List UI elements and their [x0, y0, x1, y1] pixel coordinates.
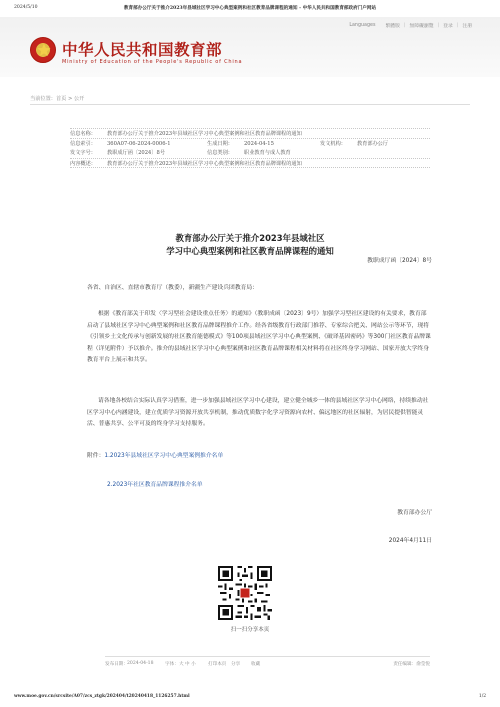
meta-category: 职业教育与成人教育: [244, 150, 291, 156]
meta-row: [70, 148, 430, 158]
divider: [30, 104, 470, 105]
favorite-button[interactable]: 收藏: [251, 662, 261, 667]
site-name-english: Ministry of Education of the People's Republic of China: [62, 59, 243, 65]
addressee: 各省、自治区、直辖市教育厅（教委），新疆生产建设兵团教育局：: [87, 285, 259, 291]
meta-row: [70, 128, 430, 138]
font-size-options[interactable]: 大 中 小: [179, 662, 196, 667]
meta-summary: 教育部办公厅关于推介2023年县域社区学习中心典型案例和社区教育品牌课程的通知: [107, 161, 302, 167]
document-title: [0, 232, 500, 257]
register-link[interactable]: 注册: [462, 24, 472, 29]
share-button[interactable]: 分享: [231, 662, 241, 667]
meta-label: 生成日期：: [207, 141, 233, 147]
meta-publisher: 教育部办公厅: [357, 141, 389, 147]
meta-doc-no: 教职成厅函〔2024〕8号: [107, 150, 166, 156]
qr-code-image: [218, 566, 272, 620]
info-metadata-table: [70, 128, 430, 168]
meta-label: 信息名称：: [70, 131, 96, 137]
meta-label: 发文机构：: [320, 141, 346, 147]
site-name: 中华人民共和国教育部: [62, 41, 223, 59]
responsible-editor: 责任编辑：俞莹悦: [393, 662, 430, 667]
document-number: 教职成厅函〔2024〕8号: [367, 258, 432, 264]
accessibility-link[interactable]: 無障礙瀏覽: [409, 24, 434, 29]
meta-index: 360A07-06-2024-0006-1: [107, 141, 171, 147]
meta-row: [70, 138, 430, 148]
body-paragraph: 根据《教育部关于印发〈学习型社会建设重点任务〉的通知》（教职成函〔2023〕9号）加强学习型社区建设的有关要求，教育部启动了县域社区学习中心典型案例和社区教育品牌课程推介工作。经各省级教育行政部门推荐、专家综合把关、网站公示等环节，现将《引领乡土文化传承与创新发展的社区教育能德模式》等100项县域社区学习中心典型案例、《破译基因密码》等300门社区教育品牌课程（详见附件）予以推介。推介的县域社区学习中心典型案例和社区教育品牌课程相关材料将在社区终身学习网站、国家开放大学终身教育平台上展示和共享。: [87, 311, 431, 364]
meta-info-name: 教育部办公厅关于推介2023年县域社区学习中心典型案例和社区教育品牌课程的通知: [107, 131, 302, 137]
top-nav: Languages 繁體版 | 無障礙瀏覽 | 登录 | 注册: [349, 23, 472, 29]
print-button[interactable]: 打印本页: [208, 662, 227, 667]
qr-caption: 扫一扫分享本页: [230, 627, 270, 633]
publish-date-label: 发布日期：: [105, 662, 128, 667]
attachment-list: [87, 480, 432, 492]
meta-label: 信息索引：: [70, 141, 96, 147]
site-header: [0, 17, 500, 77]
languages-link[interactable]: Languages: [349, 23, 376, 28]
attachment-list: [87, 451, 432, 463]
article-footer: [105, 656, 430, 670]
document-title-line: 教育部办公厅关于推介2023年县域社区: [175, 233, 325, 243]
breadcrumb: 当前位置：首页 > 公开: [30, 96, 85, 102]
attachment-label: 附件：: [87, 453, 105, 459]
star-icon: [37, 43, 51, 57]
meta-row: [70, 158, 430, 168]
traditional-link[interactable]: 繁體版: [385, 24, 400, 29]
meta-label: 内容概述：: [70, 161, 96, 167]
print-date: 2024/5/10: [14, 5, 38, 10]
document-title-line: 学习中心典型案例和社区教育品牌课程的通知: [166, 245, 334, 256]
attachment-link-2[interactable]: 2.2023年社区教育品牌课程推介名单: [107, 482, 203, 488]
meta-label: 信息类别：: [207, 150, 233, 156]
font-size-label: 字体：: [165, 662, 179, 667]
print-page-number: 1/2: [478, 694, 486, 699]
attachment-link-1[interactable]: 1.2023年县域社区学习中心典型案例推介名单: [104, 453, 224, 459]
national-emblem-logo[interactable]: [30, 37, 56, 63]
sign-date: 2024年4月11日: [388, 538, 432, 544]
print-page-title: 教育部办公厅关于推介2023年县域社区学习中心典型案例和社区教育品牌课程的通知 - 中华人民共和国教育部政府门户网站: [123, 6, 377, 11]
signer: 教育部办公厅: [397, 510, 432, 516]
print-header: [14, 5, 486, 15]
meta-label: 发文字号：: [70, 150, 96, 156]
body-paragraph: 请各地各校结合实际认真学习借鉴，进一步加强县域社区学习中心建设，建立健全城乡一体的县域社区学习中心网络，持续推动社区学习中心内涵建设，建立优质学习资源开放共享机制，推动优质数字化学习资源向农村、偏远地区的社区辐射，为居民提供智能灵活、普惠共享、公平可及的终身学习支持服务。: [87, 398, 429, 428]
login-link[interactable]: 登录: [443, 24, 453, 29]
print-url: www.moe.gov.cn/srcsite/A07/zcs_ztgk/202404/t20240418_1126257.html: [14, 694, 190, 699]
meta-gen-date: 2024-04-15: [244, 141, 274, 147]
publish-date: 2024-04-18: [127, 661, 154, 666]
